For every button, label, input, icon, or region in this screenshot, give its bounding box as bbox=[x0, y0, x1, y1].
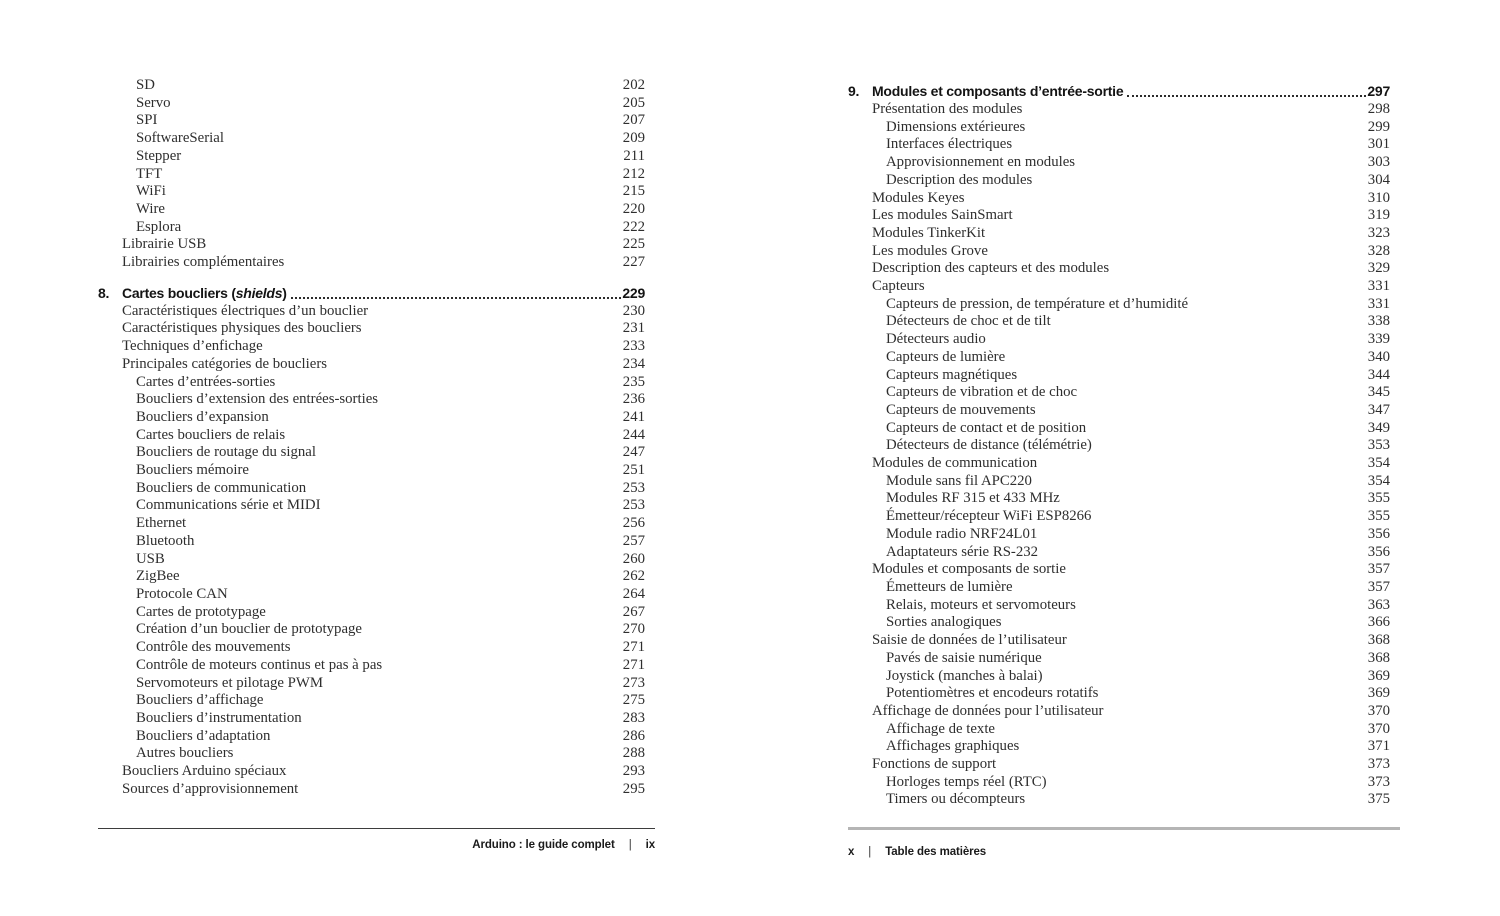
toc-entry-label: Affichage de texte bbox=[886, 720, 996, 737]
toc-entry bbox=[98, 112, 655, 130]
toc-entry bbox=[98, 254, 655, 272]
toc-entry bbox=[98, 183, 655, 201]
toc-entry-page-number: 220 bbox=[622, 200, 645, 217]
toc-entry-label: Capteurs de contact et de position bbox=[886, 419, 1087, 436]
toc-entry-page-number: 233 bbox=[622, 338, 645, 355]
toc-entry bbox=[848, 190, 1400, 208]
toc-entry-label: Les modules SainSmart bbox=[872, 207, 1013, 224]
footer-section-title: Table des matières bbox=[885, 846, 987, 858]
toc-entry-page-number: 299 bbox=[1367, 118, 1390, 135]
toc-entry-label: Sorties analogiques bbox=[886, 614, 1002, 631]
toc-entry-page-number: 331 bbox=[1367, 295, 1390, 312]
toc-entry-page-number: 286 bbox=[622, 727, 645, 744]
toc-entry bbox=[848, 703, 1400, 721]
toc-entry bbox=[98, 166, 655, 184]
toc-entry bbox=[98, 515, 655, 533]
toc-entry-label: Capteurs de mouvements bbox=[886, 401, 1036, 418]
toc-entry bbox=[848, 402, 1400, 420]
footer-separator: | bbox=[628, 839, 632, 851]
toc-entry-page-number: 354 bbox=[1367, 455, 1390, 472]
toc-entry bbox=[98, 201, 655, 219]
toc-entry-label: Boucliers mémoire bbox=[136, 462, 249, 479]
toc-entry bbox=[98, 462, 655, 480]
left-footer-rule bbox=[98, 828, 655, 829]
footer-separator: | bbox=[868, 846, 872, 858]
toc-entry-page-number: 295 bbox=[622, 780, 645, 797]
toc-entry-page-number: 260 bbox=[622, 550, 645, 567]
toc-entry-label: Horloges temps réel (RTC) bbox=[886, 773, 1047, 790]
toc-entry-page-number: 356 bbox=[1367, 543, 1390, 560]
toc-entry bbox=[98, 586, 655, 604]
toc-entry bbox=[848, 384, 1400, 402]
toc-entry-label: Description des capteurs et des modules bbox=[872, 260, 1110, 277]
toc-entry bbox=[98, 338, 655, 356]
toc-entry-page-number: 371 bbox=[1367, 738, 1390, 755]
toc-entry-label: Sources d’approvisionnement bbox=[122, 780, 299, 797]
toc-entry bbox=[98, 551, 655, 569]
toc-entry-page-number: 339 bbox=[1367, 331, 1390, 348]
toc-entry-label: Interfaces électriques bbox=[886, 136, 1013, 153]
toc-entry bbox=[848, 473, 1400, 491]
toc-entry-page-number: 345 bbox=[1367, 384, 1390, 401]
toc-entry bbox=[98, 692, 655, 710]
toc-entry bbox=[848, 544, 1400, 562]
toc-entry-page-number: 271 bbox=[622, 639, 645, 656]
toc-entry bbox=[848, 721, 1400, 739]
toc-entry-page-number: 227 bbox=[622, 254, 645, 271]
toc-entry-page-number: 370 bbox=[1367, 702, 1390, 719]
toc-entry-page-number: 205 bbox=[622, 94, 645, 111]
toc-entry bbox=[98, 148, 655, 166]
toc-entry-label: Timers ou décompteurs bbox=[886, 791, 1026, 808]
toc-entry-page-number: 251 bbox=[622, 462, 645, 479]
toc-entry-label: SoftwareSerial bbox=[136, 130, 224, 147]
toc-entry-page-number: 349 bbox=[1367, 419, 1390, 436]
toc-entry-page-number: 253 bbox=[622, 497, 645, 514]
toc-entry bbox=[848, 437, 1400, 455]
toc-entry-page-number: 270 bbox=[622, 621, 645, 638]
toc-entry bbox=[848, 685, 1400, 703]
toc-entry bbox=[98, 303, 655, 321]
toc-entry bbox=[848, 243, 1400, 261]
toc-entry-label: Description des modules bbox=[886, 171, 1033, 188]
right-page bbox=[848, 81, 1400, 809]
toc-entry bbox=[848, 207, 1400, 225]
toc-entry bbox=[848, 561, 1400, 579]
toc-entry-label: Affichage de données pour l’utilisateur bbox=[872, 702, 1104, 719]
toc-entry bbox=[98, 374, 655, 392]
toc-entry-page-number: 231 bbox=[622, 320, 645, 337]
toc-entry-label: Techniques d’enfichage bbox=[122, 338, 263, 355]
toc-entry bbox=[848, 296, 1400, 314]
toc-entry-page-number: 202 bbox=[622, 77, 645, 93]
toc-chapter-heading bbox=[98, 283, 655, 303]
left-page bbox=[98, 77, 655, 798]
toc-entry-page-number: 273 bbox=[622, 674, 645, 691]
toc-entry-label: Joystick (manches à balai) bbox=[886, 667, 1043, 684]
toc-entry bbox=[98, 320, 655, 338]
toc-entry bbox=[848, 650, 1400, 668]
toc-entry bbox=[848, 313, 1400, 331]
toc-entry-page-number: 338 bbox=[1367, 313, 1390, 330]
toc-entry-label: Ethernet bbox=[136, 515, 187, 532]
footer-page-number: ix bbox=[645, 839, 655, 851]
toc-entry bbox=[848, 119, 1400, 137]
chapter-title bbox=[872, 81, 1123, 101]
toc-entry-label: Présentation des modules bbox=[872, 101, 1023, 117]
toc-entry-label: Affichages graphiques bbox=[886, 738, 1020, 755]
toc-entry bbox=[848, 331, 1400, 349]
toc-entry-page-number: 247 bbox=[622, 444, 645, 461]
toc-entry-label: SPI bbox=[136, 112, 158, 129]
toc-entry bbox=[848, 172, 1400, 190]
toc-entry bbox=[848, 136, 1400, 154]
toc-entry-page-number: 369 bbox=[1367, 685, 1390, 702]
toc-entry-label: Relais, moteurs et servomoteurs bbox=[886, 596, 1076, 613]
toc-entry-page-number: 301 bbox=[1367, 136, 1390, 153]
toc-entry-label: Boucliers d’affichage bbox=[136, 692, 264, 709]
toc-entry-page-number: 368 bbox=[1367, 649, 1390, 666]
toc-entry bbox=[98, 356, 655, 374]
toc-entry-label: Adaptateurs série RS-232 bbox=[886, 543, 1039, 560]
toc-entry bbox=[98, 130, 655, 148]
toc-entry bbox=[848, 420, 1400, 438]
toc-entry bbox=[98, 639, 655, 657]
toc-entry bbox=[98, 219, 655, 237]
toc-entry-label: Boucliers de routage du signal bbox=[136, 444, 316, 461]
toc-entry-label: Module sans fil APC220 bbox=[886, 472, 1032, 489]
toc-entry bbox=[848, 614, 1400, 632]
toc-entry-label: Dimensions extérieures bbox=[886, 118, 1026, 135]
toc-entry-label: Cartes d’entrées-sorties bbox=[136, 373, 276, 390]
toc-entry-page-number: 262 bbox=[622, 568, 645, 585]
toc-entry-label: Cartes boucliers de relais bbox=[136, 426, 286, 443]
footer-book-title: Arduino : le guide complet bbox=[472, 839, 615, 851]
toc-entry bbox=[98, 480, 655, 498]
toc-entry bbox=[848, 738, 1400, 756]
toc-entry-label: Communications série et MIDI bbox=[136, 497, 321, 514]
toc-entry bbox=[848, 490, 1400, 508]
toc-entry-label: Cartes de prototypage bbox=[136, 603, 266, 620]
toc-entry bbox=[848, 278, 1400, 296]
toc-entry-page-number: 340 bbox=[1367, 348, 1390, 365]
toc-entry-label: Pavés de saisie numérique bbox=[886, 649, 1042, 666]
toc-entry-page-number: 328 bbox=[1367, 242, 1390, 259]
chapter-title-part: ) bbox=[282, 284, 287, 301]
toc-entry-page-number: 331 bbox=[1367, 278, 1390, 295]
toc-entry bbox=[98, 77, 655, 95]
toc-entry-page-number: 283 bbox=[622, 709, 645, 726]
toc-entry-label: Modules de communication bbox=[872, 455, 1038, 472]
toc-entry-page-number: 347 bbox=[1367, 401, 1390, 418]
toc-entry-label: Caractéristiques physiques des boucliers bbox=[122, 320, 362, 337]
right-toc bbox=[848, 81, 1400, 809]
toc-entry-label: Capteurs de vibration et de choc bbox=[886, 384, 1078, 401]
toc-entry bbox=[98, 675, 655, 693]
chapter-page-number: 297 bbox=[1367, 83, 1390, 99]
toc-entry-page-number: 369 bbox=[1367, 667, 1390, 684]
left-toc bbox=[98, 77, 655, 798]
toc-entry bbox=[98, 409, 655, 427]
chapter-title-part: shields bbox=[235, 284, 283, 301]
toc-entry bbox=[98, 236, 655, 254]
toc-entry-label: Stepper bbox=[136, 147, 182, 164]
toc-entry-page-number: 373 bbox=[1367, 756, 1390, 773]
toc-entry bbox=[848, 579, 1400, 597]
toc-entry-page-number: 253 bbox=[622, 479, 645, 496]
toc-entry-page-number: 368 bbox=[1367, 632, 1390, 649]
toc-entry-page-number: 235 bbox=[622, 373, 645, 390]
toc-entry-label: Potentiomètres et encodeurs rotatifs bbox=[886, 685, 1099, 702]
toc-entry bbox=[848, 101, 1400, 119]
toc-entry-page-number: 323 bbox=[1367, 224, 1390, 241]
toc-entry-label: Autres boucliers bbox=[136, 745, 234, 762]
toc-entry bbox=[848, 597, 1400, 615]
toc-entry-label: Les modules Grove bbox=[872, 242, 988, 259]
toc-entry-label: Capteurs de lumière bbox=[886, 348, 1006, 365]
toc-entry-page-number: 275 bbox=[622, 692, 645, 709]
toc-entry-label: WiFi bbox=[136, 183, 166, 200]
toc-entry-page-number: 234 bbox=[622, 355, 645, 372]
toc-entry-page-number: 357 bbox=[1367, 561, 1390, 578]
toc-entry-page-number: 222 bbox=[622, 218, 645, 235]
toc-entry-label: Modules et composants de sortie bbox=[872, 561, 1066, 578]
toc-entry-label: Boucliers Arduino spéciaux bbox=[122, 763, 287, 780]
toc-entry-page-number: 264 bbox=[622, 585, 645, 602]
toc-entry-page-number: 375 bbox=[1367, 791, 1390, 808]
toc-entry-label: Fonctions de support bbox=[872, 756, 997, 773]
toc-entry-label: Esplora bbox=[136, 218, 182, 235]
chapter-title bbox=[122, 283, 287, 303]
toc-entry-label: Servomoteurs et pilotage PWM bbox=[136, 674, 323, 691]
toc-entry-label: Caractéristiques électriques d’un bouclier bbox=[122, 302, 369, 319]
toc-entry-page-number: 244 bbox=[622, 426, 645, 443]
toc-entry-label: Modules Keyes bbox=[872, 189, 965, 206]
toc-entry-label: Capteurs magnétiques bbox=[886, 366, 1018, 383]
dot-leader bbox=[291, 297, 622, 299]
toc-entry-label: Contrôle de moteurs continus et pas à pas bbox=[136, 656, 383, 673]
toc-entry-page-number: 355 bbox=[1367, 508, 1390, 525]
toc-entry-page-number: 354 bbox=[1367, 472, 1390, 489]
toc-entry-label: Saisie de données de l’utilisateur bbox=[872, 632, 1067, 649]
toc-entry-label: Boucliers d’expansion bbox=[136, 408, 269, 425]
toc-entry bbox=[98, 391, 655, 409]
footer-page-number: x bbox=[848, 846, 855, 858]
dot-leader bbox=[1127, 95, 1366, 97]
toc-entry-label: Servo bbox=[136, 94, 171, 111]
toc-entry-page-number: 310 bbox=[1367, 189, 1390, 206]
toc-entry-label: Boucliers d’instrumentation bbox=[136, 709, 302, 726]
toc-entry-label: Capteurs de pression, de température et d’humidité bbox=[886, 295, 1189, 312]
chapter-title-part: Modules et composants d’entrée-sortie bbox=[872, 83, 1124, 99]
toc-entry-label: Émetteurs de lumière bbox=[886, 578, 1013, 595]
toc-entry-page-number: 271 bbox=[622, 656, 645, 673]
toc-entry-label: Boucliers de communication bbox=[136, 479, 307, 496]
toc-entry bbox=[98, 444, 655, 462]
toc-entry-page-number: 370 bbox=[1367, 720, 1390, 737]
toc-entry-page-number: 230 bbox=[622, 302, 645, 319]
toc-entry-label: Création d’un bouclier de prototypage bbox=[136, 621, 362, 638]
toc-entry-page-number: 356 bbox=[1367, 525, 1390, 542]
toc-entry bbox=[98, 745, 655, 763]
toc-entry-label: Librairies complémentaires bbox=[122, 254, 285, 271]
toc-entry-label: Détecteurs de distance (télémétrie) bbox=[886, 437, 1092, 454]
toc-entry bbox=[98, 497, 655, 515]
toc-entry-page-number: 267 bbox=[622, 603, 645, 620]
toc-entry bbox=[848, 756, 1400, 774]
toc-entry bbox=[98, 95, 655, 113]
toc-entry bbox=[848, 668, 1400, 686]
toc-entry-label: SD bbox=[136, 77, 155, 93]
toc-entry-label: Détecteurs de choc et de tilt bbox=[886, 313, 1051, 330]
toc-entry-page-number: 256 bbox=[622, 515, 645, 532]
toc-entry-page-number: 211 bbox=[623, 147, 645, 164]
toc-entry bbox=[848, 154, 1400, 172]
toc-entry-label: Modules TinkerKit bbox=[872, 224, 986, 241]
toc-entry bbox=[98, 621, 655, 639]
toc-entry bbox=[98, 427, 655, 445]
toc-entry-label: Module radio NRF24L01 bbox=[886, 525, 1038, 542]
toc-entry-page-number: 363 bbox=[1367, 596, 1390, 613]
toc-entry bbox=[848, 455, 1400, 473]
toc-entry-label: Librairie USB bbox=[122, 236, 207, 253]
toc-entry-page-number: 241 bbox=[622, 408, 645, 425]
toc-entry-page-number: 319 bbox=[1367, 207, 1390, 224]
left-page-footer bbox=[98, 839, 655, 851]
toc-entry-label: Capteurs bbox=[872, 278, 925, 295]
toc-entry-page-number: 303 bbox=[1367, 154, 1390, 171]
toc-entry-label: Boucliers d’extension des entrées-sorties bbox=[136, 391, 379, 408]
toc-entry-page-number: 225 bbox=[622, 236, 645, 253]
toc-entry bbox=[848, 349, 1400, 367]
toc-entry-page-number: 298 bbox=[1367, 101, 1390, 117]
toc-entry-page-number: 215 bbox=[622, 183, 645, 200]
toc-entry-page-number: 212 bbox=[622, 165, 645, 182]
toc-entry bbox=[98, 533, 655, 551]
toc-entry-label: Modules RF 315 et 433 MHz bbox=[886, 490, 1060, 507]
toc-entry-label: Contrôle des mouvements bbox=[136, 639, 291, 656]
toc-entry bbox=[848, 367, 1400, 385]
toc-entry-page-number: 373 bbox=[1367, 773, 1390, 790]
toc-entry-page-number: 293 bbox=[622, 763, 645, 780]
chapter-number: 8. bbox=[98, 284, 110, 301]
toc-entry bbox=[848, 508, 1400, 526]
toc-entry-page-number: 209 bbox=[622, 130, 645, 147]
toc-entry-label: Principales catégories de boucliers bbox=[122, 355, 328, 372]
toc-entry-page-number: 353 bbox=[1367, 437, 1390, 454]
toc-entry-label: USB bbox=[136, 550, 165, 567]
toc-entry bbox=[848, 632, 1400, 650]
toc-entry bbox=[848, 526, 1400, 544]
toc-entry-page-number: 329 bbox=[1367, 260, 1390, 277]
toc-entry-label: Émetteur/récepteur WiFi ESP8266 bbox=[886, 508, 1092, 525]
toc-entry-page-number: 366 bbox=[1367, 614, 1390, 631]
toc-entry-label: ZigBee bbox=[136, 568, 180, 585]
toc-entry-page-number: 236 bbox=[622, 391, 645, 408]
toc-entry bbox=[848, 774, 1400, 792]
toc-entry bbox=[98, 568, 655, 586]
toc-entry-page-number: 257 bbox=[622, 532, 645, 549]
toc-entry bbox=[98, 604, 655, 622]
toc-entry-label: TFT bbox=[136, 165, 163, 182]
chapter-page-number: 229 bbox=[622, 284, 645, 301]
toc-entry-label: Boucliers d’adaptation bbox=[136, 727, 271, 744]
toc-entry bbox=[98, 763, 655, 781]
toc-entry-label: Wire bbox=[136, 200, 165, 217]
toc-entry-page-number: 304 bbox=[1367, 171, 1390, 188]
right-footer-rule bbox=[848, 827, 1400, 830]
toc-entry-label: Détecteurs audio bbox=[886, 331, 986, 348]
toc-entry-label: Approvisionnement en modules bbox=[886, 154, 1076, 171]
toc-entry bbox=[848, 791, 1400, 809]
toc-entry bbox=[848, 225, 1400, 243]
toc-entry-page-number: 344 bbox=[1367, 366, 1390, 383]
toc-entry-label: Protocole CAN bbox=[136, 585, 228, 602]
toc-entry bbox=[848, 260, 1400, 278]
toc-chapter-heading bbox=[848, 81, 1400, 101]
chapter-title-part: Cartes boucliers ( bbox=[122, 284, 236, 301]
toc-entry-page-number: 355 bbox=[1367, 490, 1390, 507]
toc-entry bbox=[98, 728, 655, 746]
toc-entry-page-number: 357 bbox=[1367, 578, 1390, 595]
chapter-number: 9. bbox=[848, 83, 860, 99]
right-page-footer bbox=[848, 846, 1400, 858]
toc-entry bbox=[98, 657, 655, 675]
toc-entry bbox=[98, 710, 655, 728]
toc-entry-page-number: 207 bbox=[622, 112, 645, 129]
toc-entry-label: Bluetooth bbox=[136, 532, 195, 549]
toc-entry-page-number: 288 bbox=[622, 745, 645, 762]
toc-entry bbox=[98, 781, 655, 799]
